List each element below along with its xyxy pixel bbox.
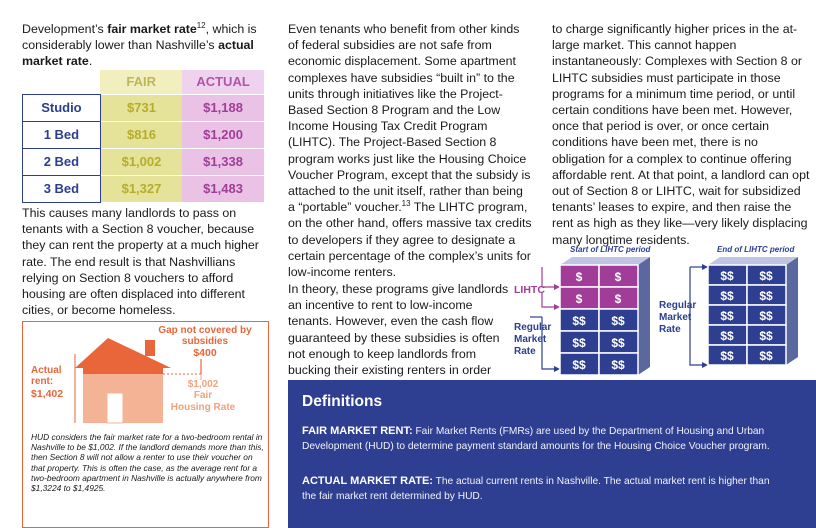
dollar-sign: $$ [759,289,773,303]
dollar-sign: $$ [572,336,586,350]
end-period-title: End of LIHTC period [717,245,795,254]
gap-value: $400 [193,347,217,359]
column2-paragraph2: In theory, these programs give landlords an incentive to rent to low-income tenants. However, even the cash flow guaranteed by these subsidies is often not enough to keep landlords from bucking their existing renters in order [288,282,509,378]
lihtc-building-diagram [510,255,810,377]
fair-value: $816 [100,121,182,148]
actual-value: $1,188 [182,94,264,121]
definition-fair-market-rent: FAIR MARKET RENT: Fair Market Rents (FMRs) are used by the Department of Housing and Urban Development (HUD) to determine payment standard amounts for the Housing Choice Voucher program. [302,425,770,452]
dollar-sign: $$ [611,336,625,350]
actual-market-rate-term: actual market rate [22,38,254,69]
dollar-sign: $ [575,292,583,306]
dollar-sign: $$ [759,269,773,283]
table-header-row [23,70,265,94]
table-row [23,121,265,148]
fair-value: $1,002 [100,148,182,175]
regular-label-end-2: Market [659,312,692,323]
header-fair: FAIR [100,70,182,94]
dollar-sign: $$ [759,329,773,343]
regular-label-start-2: Market [514,334,547,345]
dollar-sign: $$ [720,309,734,323]
dollar-sign: $$ [720,349,734,363]
start-period-title: Start of LIHTC period [570,245,651,254]
dollar-sign: $$ [759,309,773,323]
row-label: 3 Bed [23,175,101,202]
regular-label-start-3: Rate [514,346,536,357]
column3-paragraph: to charge significantly higher prices in the at-large market. This cannot happen instantaneously: Complexes with Section 8 or LIHTC subsidies must participate in those programs for a minimum time period, or until certain conditions have been met. However, once that period is over, or once certain conditions have been met, there is no obligation for a complex to continue offering affordable rent. At that point, a landlord can opt out of Section 8 or LIHTC, wait for subsidized tenants’ leases to expire, and then raise the rent as high as they like—very likely displacing many longtime residents. [552,22,810,247]
header-actual: ACTUAL [182,70,264,94]
rent-comparison-table [22,70,264,203]
definition-actual-market-rate: ACTUAL MARKET RATE: The actual current rents in Nashville. The actual market rent is higher than the fair market rent determined by HUD. [302,475,770,502]
dollar-sign: $$ [611,358,625,372]
column2-paragraph1: Even tenants who benefit from other kinds of federal subsidies are not safe from economic displacement. Some apartment complexes have subsidies “built in” to the units through initiatives like the Project-Based Section 8 Program and the Low Income Housing Tax Credit Program (LIHTC). The Project-Based Section 8 program works just like the Housing Choice Voucher Program, except that the subsidy is attached to the unit itself, rather than being a “portable” voucher.$^{13}$ The LIHTC program, on the other hand, offers massive tax credits to developers if they agree to designate a certain percentage of the complex’s units for low-income renters. [288,22,532,280]
dollar-sign: $$ [720,289,734,303]
dollar-sign: $ [614,270,622,284]
actual-value: $1,338 [182,148,264,175]
definitions-box [288,380,816,528]
table-row [23,148,265,175]
fair-rate-label-line1: Fair [193,390,213,401]
definitions-title: Definitions [302,393,383,410]
lihtc-label: LIHTC [514,284,545,296]
house-gap-illustration [22,321,269,528]
dollar-sign: $$ [759,349,773,363]
regular-label-start-1: Regular [514,322,552,333]
regular-label-end-1: Regular [659,300,697,311]
house-note: HUD considers the fair market rate for a two-bedroom rental in Nashville to be $1,002. If the landlord demands more than this, then Section 8 will not allow a renter to use their voucher on that property. This is often the case, as the average rent for a two-bedroom apartment in Nashville is actually anywhere from $1,3224 to $1,4925. [31,432,264,494]
dollar-sign: $$ [572,314,586,328]
fair-market-rate-term: fair market rate [107,22,197,36]
dollar-sign: $$ [720,269,734,283]
fair-value: $1,327 [100,175,182,202]
actual-value: $1,483 [182,175,264,202]
table-row [23,94,265,121]
dollar-sign: $ [575,270,583,284]
row-label: Studio [23,94,101,121]
dollar-sign: $$ [572,358,586,372]
dollar-sign: $ [614,292,622,306]
regular-label-end-3: Rate [659,324,681,335]
gap-label: Gap not covered by subsidies [158,325,252,347]
fair-value: $731 [100,94,182,121]
dollar-sign: $$ [611,314,625,328]
intro-paragraph: Development’s fair market rate$^{12}$, which is considerably lower than Nashville’s actual market rate. [22,20,257,69]
row-label: 2 Bed [23,148,101,175]
actual-value: $1,200 [182,121,264,148]
table-row [23,175,265,202]
actual-rent-value: $1,402 [31,388,64,400]
fair-rate-label-line2: Housing Rate [170,402,236,413]
actual-rent-label: Actual rent: [31,365,62,387]
after-table-paragraph: This causes many landlords to pass on tenants with a Section 8 voucher, because they can rent the property at a much higher rate. The end result is that Nashvillians relying on Section 8 vouchers to afford housing are often displaced into different cities, or become homeless. [22,206,259,318]
dollar-sign: $$ [720,329,734,343]
row-label: 1 Bed [23,121,101,148]
fair-rate-value: $1,002 [187,379,219,390]
